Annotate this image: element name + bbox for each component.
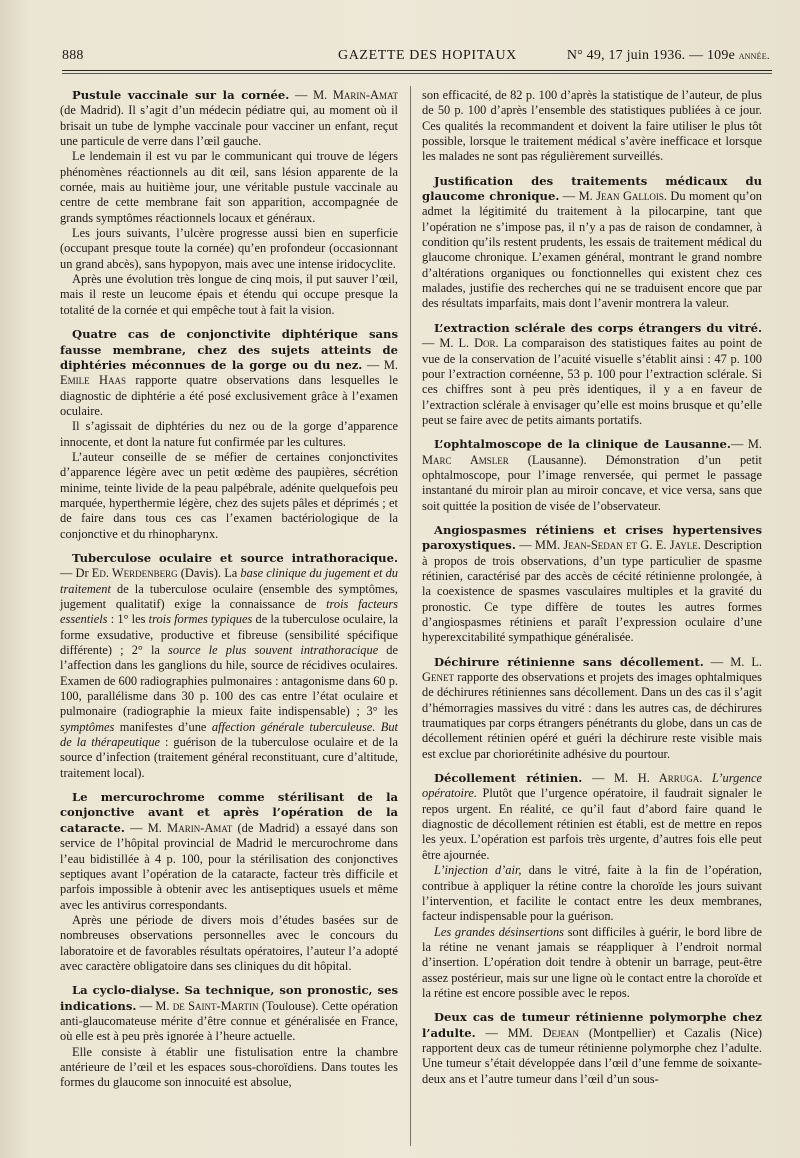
article-lead-text: . Description à propos de trois observations, d’un type particulier de spasme rétinien, caractérisé par des accès de cécité rétinienne prolongée, à la coexistence de spasmes vasculaires multiples et la gravité du pronostic. Ce type diffère de toutes les autres formes d’angiospasmes rétiniens et paraît l’expression oculaire d’une hyperexcitabilité sympathique généralisée. — [422, 538, 762, 645]
journal-title: GAZETTE DES HOPITAUX — [338, 48, 517, 63]
article-paragraph: Elle consiste à établir une fistulisation entre la chambre antérieure de l’œil et les espaces sous-choroïdiens. Dans toutes les formes du glaucome son innocuité est absolue, — [60, 1044, 398, 1090]
article — [60, 790, 398, 974]
article-paragraph: Le lendemain il est vu par le communicant qui trouve de légers phénomènes réactionnels au dit œil, sans lésion apparente de la cornée, mais au huitième jour, une véritable pustule vaccinale au centre de cette membrane fait son apparition, accompagnée de grands symptômes réactionnels locaux et généraux. — [60, 149, 398, 225]
article-lead-text: (Toulouse). Cette opération anti-glaucomateuse mérite d’être connue et généralisée en France, où elle est à peu près ignorée à l’heure actuelle. — [60, 998, 398, 1044]
article-lead-text: (Davis). La base clinique du jugement et du traitement de la tuberculose oculaire (ensemble des symptômes, jugement qualitatif) exige la connaissance de trois facteurs essentiels : 1° les trois formes typiques de la tuberculose oculaire, la forme exsudative, productive et fibreuse (sensibilité spécifique différente) ; 2° la source le plus souvent intrathoracique de l’affection dans les ganglions du hile, source de récidives oculaires. Examen de 600 radiographies pulmonaires : antagonisme dans 60 p. 100, parallélisme dans 30 p. 100 des cas entre l’état oculaire et pulmonaire (radiographie la mieux faite indispensable) ; 3° les symptômes manifestes d’une affection générale tuberculeuse. But de la thérapeutique : guérison de la tuberculose oculaire et de la source d’infection (traitement général reconstituant, cure d’altitude, traitement local). — [60, 566, 398, 780]
author-prefix: — M. — [422, 336, 459, 351]
article — [422, 88, 762, 165]
article-lead — [60, 983, 398, 1044]
article-lead-text: (de Madrid) a essayé dans son service de l’hôpital provincial de Madrid le mercurochrome dans l’eau bidistillée à 4 p. 100, pour la stérilisation des conjonctives septiques avant l’opération de la cataracte, facteur très difficile et parfois impossible à obtenir avec les antiseptiques usuels et même avec les antivirus correspondants. — [60, 820, 398, 912]
header-rule — [62, 70, 772, 71]
author-name: Emile Haas — [60, 373, 126, 388]
article-lead-text: (de Madrid). Il s’agit d’un médecin pédiatre qui, au moment où il brisait un tube de lymphe vaccinale pour vacciner un enfant, reçut une particule de verre dans l’œil gauche. — [60, 103, 398, 149]
article-paragraph: Il s’agissait de diphtéries du nez ou de la gorge d’apparence innocente, et dont la nature fut confirmée par les cultures. — [60, 419, 398, 449]
article — [60, 327, 398, 542]
header-rule-thin — [62, 73, 772, 74]
author-prefix: — M. — [124, 820, 168, 835]
article-lead — [422, 523, 762, 646]
author-name: Marc Amsler — [422, 452, 509, 467]
author-name: Marin-Amat — [332, 88, 398, 102]
author-name: L. Dor — [458, 336, 496, 351]
article — [422, 523, 762, 646]
article-heading: Quatre cas de conjonctivite diphtérique sans fausse membrane, chez des sujets atteints de diphtéries méconnues de la gorge ou du nez. — [60, 327, 398, 372]
article — [60, 983, 398, 1090]
article-lead-text: . La comparaison des statistiques faites au point de vue de la conservation de l’acuité visuelle s’établit ainsi : 47 p. 100 pour l’extraction cornéenne, 53 p. 100 pour l’extraction sclérale. Si ces chiffres sont à peu près identiques, il y a en faveur de l’extraction sclérale à envisager qu’elle est moins brusque et qu’elle peut se faire avec de petits aimants portatifs. — [422, 336, 762, 427]
article-lead-text: (Montpellier) et Cazalis (Nice) rapportent deux cas de tumeur rétinienne polymorphe chez l’adulte. Une tumeur s’était développée dans l’œil d’une femme de soixante-deux ans et l’autre tumeur dans l’œil d’un sous- — [422, 1025, 762, 1086]
article-paragraph: Après une période de divers mois d’études basées sur de nombreuses observations personnelles avec le concours du laboratoire et de favorables résultats opératoires, l’auteur l’a adopté avec caractère obligatoire dans ses cliniques du dit hôpital. — [60, 912, 398, 973]
article-lead — [422, 437, 762, 514]
author-name: Marin-Amat — [167, 820, 233, 835]
author-prefix: — MM. — [475, 1025, 543, 1040]
running-header — [62, 48, 770, 70]
article-paragraph: L’auteur conseille de se méfier de certaines conjonctivites d’apparence légère avec un petit œdème des paupières, sécrétion minime, teinte livide de la peau palpébrale, adénite quelquefois peu marquée, hyperthermie légère, chez des sujets pâles et déprimés ; et de faire dans tous ces cas l’examen bactériologique de la conjonctive et du rhinopharynx. — [60, 449, 398, 541]
article-heading: L’ophtalmoscope de la clinique de Lausanne. — [434, 437, 731, 452]
column-divider — [410, 86, 411, 1146]
article — [422, 1010, 762, 1087]
article-paragraph: Les jours suivants, l’ulcère progresse aussi bien en superficie (occupant presque toute la cornée) qu’en profondeur (occasionnant un grand abcès), sans hypopyon, mais avec une intense iridocyclite. — [60, 226, 398, 271]
page-number: 888 — [62, 48, 84, 63]
article — [60, 88, 398, 318]
author-prefix: — M. — [289, 88, 333, 102]
article-lead — [422, 1010, 762, 1087]
author-prefix: — M. — [136, 998, 173, 1013]
author-prefix: — M. — [559, 189, 597, 204]
article — [60, 551, 398, 781]
article-paragraph: Après une évolution très longue de cinq mois, il put sauver l’œil, mais il reste un leucome épais et étendu qui occupe presque la totalité de la cornée et qui empêche tout à fait la vision. — [60, 272, 398, 317]
article — [422, 771, 762, 1001]
article-lead-text: rapporte quatre observations dans lesquelles le diagnostic de diphtérie a été posé exclusivement grâce à l’examen oculaire. — [60, 373, 398, 418]
author-prefix: — MM. — [515, 538, 564, 553]
article-heading: Pustule vaccinale sur la cornée. — [72, 88, 290, 102]
article-heading: L’extraction sclérale des corps étrangers du vitré. — [434, 320, 762, 335]
author-name: de Saint-Martin — [172, 998, 259, 1013]
article-heading: Tuberculose oculaire et source intrathoracique. — [72, 550, 398, 565]
article — [422, 655, 762, 762]
article-lead — [60, 551, 398, 781]
article-lead-text: . Du moment qu’on admet la légitimité du traitement à la pilocarpine, tant que l’opération ne s’impose pas, il n’y a pas de raison de condamner, à condition qu’ils restent prudents, les essais de traitement médical du glaucome chronique. L’examen général, montrant le grand nombre d’altérations organiques ou fonctionnelles qui existent chez ces malades, justifie des recherches qui ne se traduisent encore que par des résultats imparfaits, mais dont l’avenir montrera la valeur. — [422, 189, 762, 311]
author-prefix: — Dr — [60, 566, 92, 581]
article-lead — [422, 771, 762, 863]
article-heading: Deux cas de tumeur rétinienne polymorphe chez l’adulte. — [422, 1010, 762, 1040]
right-column — [422, 88, 762, 1096]
issue-line: N° 49, 17 juin 1936. — 109e année. — [566, 48, 770, 63]
article-heading: Déchirure rétinienne sans décollement. — [434, 654, 704, 669]
article-lead — [422, 655, 762, 762]
article-heading: Justification des traitements médicaux du glaucome chronique. — [422, 173, 762, 204]
article-lead — [422, 321, 762, 428]
article-paragraph: L’injection d’air, dans le vitré, faite à la fin de l’opération, contribue à appliquer la rétine contre la choroïde les jours suivant l’intervention, et facilite le contact entre les deux membranes, facteur indispensable pour la guérison. — [422, 863, 762, 924]
left-column — [60, 88, 398, 1100]
article-continuation: son efficacité, de 82 p. 100 d’après la statistique de l’auteur, de plus de 50 p. 100 d’après l’ensemble des statistiques publiées à ce jour. Ces qualités la recommandent et doivent la faire utiliser le plus tôt possible, lorsque le traitement médical s’avère inefficace et lorsque les malades ne sont pas régulièrement surveillés. — [422, 88, 762, 164]
article-lead — [60, 790, 398, 913]
article-lead-text: . L’urgence opératoire. Plutôt que l’urgence opératoire, il faudrait signaler le repos urgent. En réalité, ce qu’il faut d’abord faire quand le diagnostic de décollement rétinien est établi, est de mettre en repos les yeux. L’opération est parfois très urgente, d’autres fois elle peut être ajournée. — [422, 771, 763, 862]
article-heading: Décollement rétinien. — [434, 771, 583, 786]
article-heading: La cyclo-dialyse. Sa technique, son pronostic, ses indications. — [60, 983, 398, 1013]
author-prefix: — M. — [582, 771, 638, 786]
article — [422, 321, 762, 428]
article-heading: Le mercurochrome comme stérilisant de la conjonctive avant et après l’opération de la cataracte. — [60, 790, 398, 835]
author-name: Dejean — [542, 1025, 580, 1040]
author-name: H. Arruga — [637, 771, 700, 786]
article-lead — [422, 174, 762, 312]
article-lead-text: (Lausanne). Démonstration d’un petit ophtalmoscope, pour l’image renversée, qui permet le passage instantané du miroir plan au miroir concave, et vice versa, sans que soit quittée la position de visée de l’observateur. — [422, 452, 763, 513]
article-lead-text: rapporte des observations et projets des images ophtalmiques de déchirures rétiniennes sans décollement. Dans un des cas il s’agit d’hémorragies massives du vitré : dans les autres cas, de déchirures traumatiques par corps étrangers pénétrants du globe, dans un cas de décollement rétinien opéré et guéri la déchirure reste visible mais est exclue par choriorétinite adhésive du pourtour. — [422, 670, 762, 761]
author-prefix: — M. — [730, 437, 762, 452]
author-name: Jean-Sedan et G. E. Jayle — [563, 538, 698, 553]
article — [422, 437, 762, 514]
author-name: Ed. Werdenberg — [91, 566, 178, 581]
article — [422, 174, 762, 312]
article-lead — [60, 88, 398, 149]
article-heading: Angiospasmes rétiniens et crises hypertensives paroxystiques. — [422, 522, 762, 553]
article-paragraph: Les grandes désinsertions sont difficiles à guérir, le bord libre de la rétine ne venant jamais se réappliquer à l’endroit normal d’insertion. L’opération doit tendre à obtenir un barrage, peut-être assez postérieur, mais sur une ligne où le contact entre la choroïde et la rétine est encore possible avec le repos. — [422, 924, 762, 1000]
author-name: Jean Gallois — [596, 189, 664, 204]
article-lead — [60, 327, 398, 419]
author-prefix: — M. — [703, 654, 752, 669]
author-prefix: — M. — [362, 357, 399, 372]
author-name: L. Genet — [422, 654, 762, 685]
